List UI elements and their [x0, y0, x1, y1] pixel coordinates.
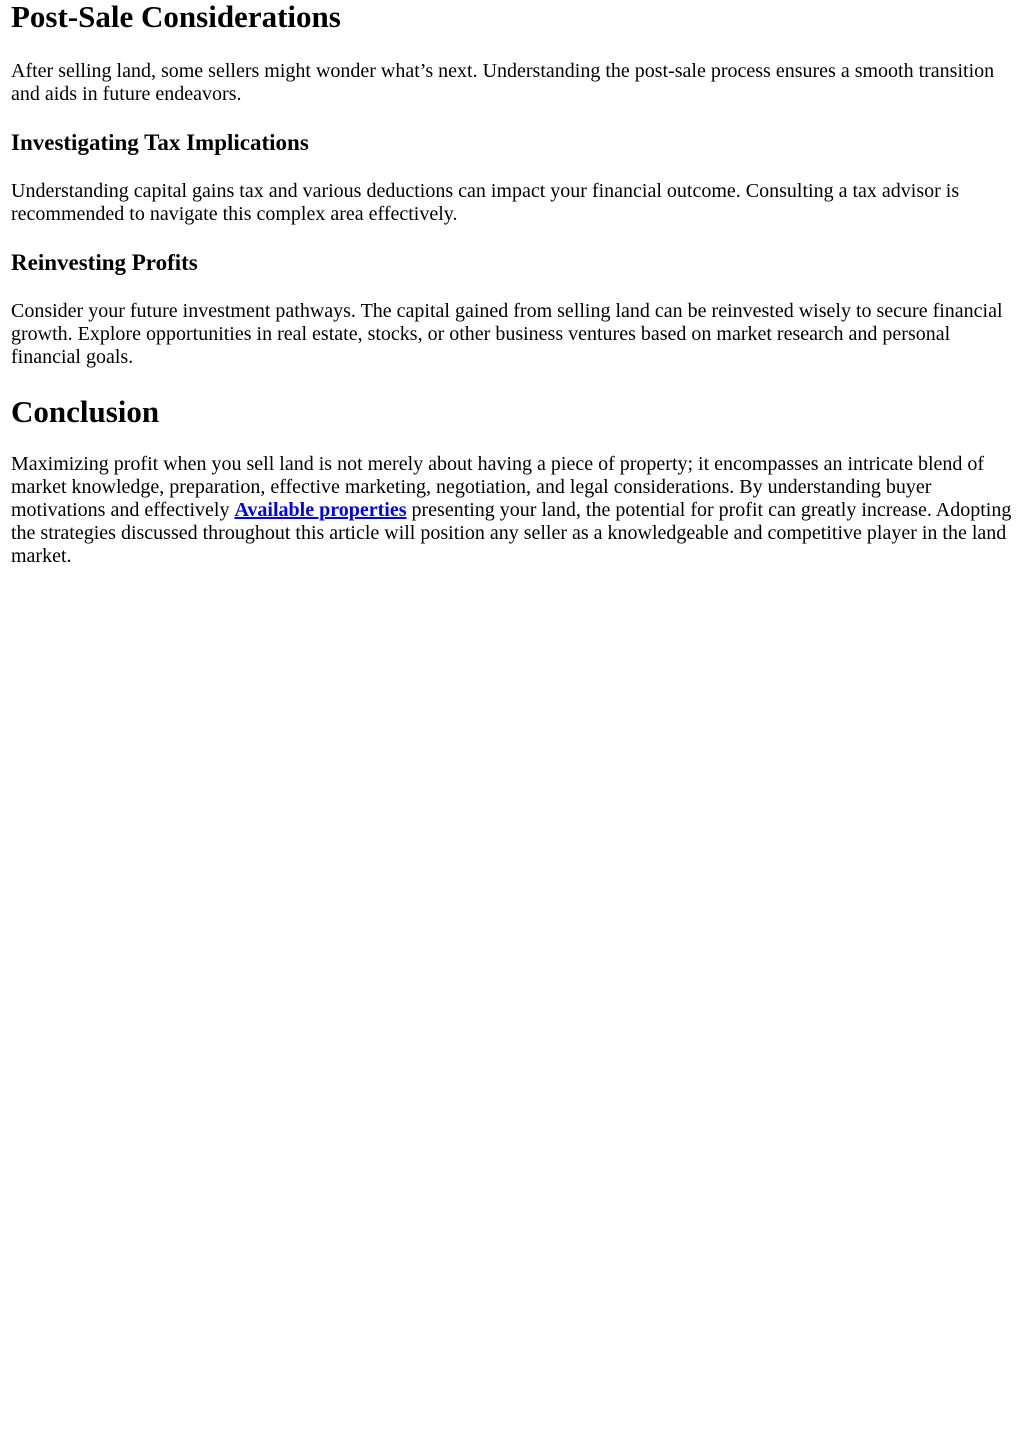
post-sale-title: Post-Sale Considerations — [11, 0, 341, 34]
available-properties-link[interactable]: Available properties — [234, 499, 407, 521]
conclusion-text-before: Maximizing profit when you sell land is not merely about having a piece of property; it encompasses an intricate blend of market knowledge, preparation, effective marketing, negotiation, and legal considerations. By understanding buyer motivations and effectively — [11, 453, 985, 521]
reinvest-heading: Reinvesting Profits — [11, 250, 198, 275]
conclusion-text-after: presenting your land, the potential for profit can greatly increase. Adopting the strategies discussed throughout this article will position any seller as a knowledgeable and competitive player in the land market. — [11, 499, 1012, 567]
conclusion-body — [11, 453, 1013, 568]
conclusion-title: Conclusion — [11, 394, 160, 429]
post-sale-intro: After selling land, some sellers might wonder what’s next. Understanding the post-sale process ensures a smooth transition and aids in future endeavors. — [11, 60, 995, 105]
reinvest-body: Consider your future investment pathways. The capital gained from selling land can be reinvested wisely to secure financial growth. Explore opportunities in real estate, stocks, or other business ventures based on market research and personal financial goals. — [11, 300, 1003, 368]
article — [0, 0, 1024, 568]
tax-body: Understanding capital gains tax and various deductions can impact your financial outcome. Consulting a tax advisor is recommended to navigate this complex area effectively. — [11, 180, 960, 225]
tax-heading: Investigating Tax Implications — [11, 130, 309, 155]
